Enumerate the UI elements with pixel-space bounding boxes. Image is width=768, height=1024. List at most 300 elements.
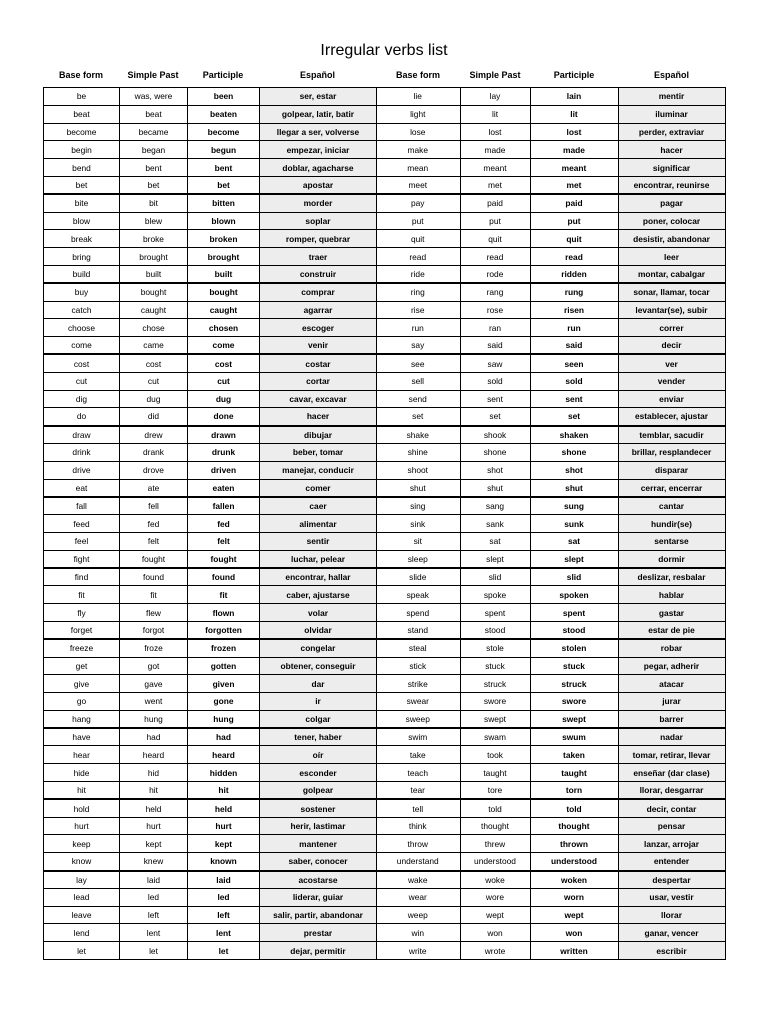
cell-simple-past: wrote	[460, 942, 530, 960]
verb-row	[44, 710, 377, 728]
cell-simple-past: sent	[460, 390, 530, 408]
cell-simple-past: drank	[120, 443, 188, 461]
cell-spanish: tener, haber	[260, 728, 377, 746]
cell-participle: become	[188, 123, 260, 141]
verb-row	[44, 337, 377, 355]
cell-base-form: break	[44, 230, 120, 248]
cell-spanish: poner, colocar	[618, 212, 725, 230]
verb-row	[44, 693, 377, 711]
cell-base-form: throw	[376, 835, 460, 853]
cell-simple-past: found	[120, 568, 188, 586]
verb-row	[376, 354, 725, 372]
cell-base-form: say	[376, 337, 460, 355]
verb-row	[44, 675, 377, 693]
cell-participle: put	[530, 212, 618, 230]
verb-row	[44, 248, 377, 266]
cell-simple-past: fought	[120, 550, 188, 568]
cell-base-form: teach	[376, 764, 460, 782]
verb-row	[376, 497, 725, 515]
cell-participle: brought	[188, 248, 260, 266]
cell-simple-past: lay	[460, 88, 530, 106]
cell-spanish: colgar	[260, 710, 377, 728]
cell-participle: struck	[530, 675, 618, 693]
verb-row	[44, 532, 377, 550]
cell-base-form: drive	[44, 461, 120, 479]
cell-participle: sat	[530, 532, 618, 550]
cell-participle: drunk	[188, 443, 260, 461]
cell-simple-past: had	[120, 728, 188, 746]
cell-participle: fit	[188, 586, 260, 604]
cell-participle: begun	[188, 141, 260, 159]
cell-participle: stood	[530, 621, 618, 639]
verb-row	[44, 283, 377, 301]
verb-row	[44, 942, 377, 960]
cell-spanish: golpear, latir, batir	[260, 105, 377, 123]
cell-participle: chosen	[188, 319, 260, 337]
cell-participle: quit	[530, 230, 618, 248]
cell-simple-past: sang	[460, 497, 530, 515]
cell-participle: risen	[530, 301, 618, 319]
verb-row	[376, 176, 725, 194]
verb-row	[44, 586, 377, 604]
cell-base-form: fit	[44, 586, 120, 604]
cell-participle: hidden	[188, 764, 260, 782]
cell-participle: held	[188, 799, 260, 817]
cell-simple-past: rang	[460, 283, 530, 301]
cell-simple-past: meant	[460, 159, 530, 177]
cell-participle: meant	[530, 159, 618, 177]
cell-base-form: strike	[376, 675, 460, 693]
verb-row	[376, 924, 725, 942]
cell-spanish: leer	[618, 248, 725, 266]
verb-row	[376, 728, 725, 746]
cell-simple-past: taught	[460, 764, 530, 782]
cell-simple-past: understood	[460, 853, 530, 871]
verb-row	[44, 426, 377, 444]
cell-base-form: tear	[376, 782, 460, 800]
cell-spanish: gastar	[618, 604, 725, 622]
cell-base-form: bring	[44, 248, 120, 266]
cell-spanish: atacar	[618, 675, 725, 693]
cell-base-form: build	[44, 265, 120, 283]
cell-participle: sunk	[530, 515, 618, 533]
cell-spanish: comprar	[260, 283, 377, 301]
cell-base-form: win	[376, 924, 460, 942]
cell-base-form: swear	[376, 693, 460, 711]
cell-base-form: do	[44, 408, 120, 426]
cell-simple-past: spent	[460, 604, 530, 622]
cell-base-form: lose	[376, 123, 460, 141]
cell-participle: lain	[530, 88, 618, 106]
cell-base-form: bend	[44, 159, 120, 177]
verb-row	[44, 568, 377, 586]
cell-participle: taken	[530, 746, 618, 764]
cell-participle: taught	[530, 764, 618, 782]
cell-simple-past: cost	[120, 354, 188, 372]
cell-base-form: drink	[44, 443, 120, 461]
cell-spanish: iluminar	[618, 105, 725, 123]
cell-simple-past: became	[120, 123, 188, 141]
cell-participle: cost	[188, 354, 260, 372]
cell-simple-past: went	[120, 693, 188, 711]
verb-row	[44, 461, 377, 479]
cell-base-form: shut	[376, 479, 460, 497]
verb-row	[44, 639, 377, 657]
cell-spanish: salir, partir, abandonar	[260, 906, 377, 924]
cell-simple-past: chose	[120, 319, 188, 337]
cell-spanish: apostar	[260, 176, 377, 194]
verb-row	[44, 871, 377, 889]
cell-participle: woken	[530, 871, 618, 889]
cell-base-form: beat	[44, 105, 120, 123]
cell-base-form: sing	[376, 497, 460, 515]
cell-base-form: read	[376, 248, 460, 266]
cell-base-form: begin	[44, 141, 120, 159]
verbs-table-left	[43, 87, 377, 960]
cell-base-form: blow	[44, 212, 120, 230]
cell-spanish: congelar	[260, 639, 377, 657]
verbs-table-right	[376, 87, 726, 960]
cell-participle: known	[188, 853, 260, 871]
verb-row	[376, 265, 725, 283]
cell-simple-past: spoke	[460, 586, 530, 604]
cell-simple-past: came	[120, 337, 188, 355]
cell-base-form: make	[376, 141, 460, 159]
verb-row	[376, 906, 725, 924]
cell-spanish: despertar	[618, 871, 725, 889]
cell-simple-past: threw	[460, 835, 530, 853]
page-title: Irregular verbs list	[320, 42, 448, 59]
verb-row	[376, 586, 725, 604]
cell-spanish: manejar, conducir	[260, 461, 377, 479]
verb-row	[376, 212, 725, 230]
cell-base-form: have	[44, 728, 120, 746]
cell-simple-past: brought	[120, 248, 188, 266]
cell-spanish: encontrar, reunirse	[618, 176, 725, 194]
header-simple-past-right: Simple Past	[469, 70, 521, 80]
cell-base-form: think	[376, 817, 460, 835]
cell-simple-past: stole	[460, 639, 530, 657]
cell-simple-past: met	[460, 176, 530, 194]
cell-base-form: lend	[44, 924, 120, 942]
cell-participle: given	[188, 675, 260, 693]
cell-base-form: light	[376, 105, 460, 123]
cell-spanish: luchar, pelear	[260, 550, 377, 568]
cell-simple-past: drew	[120, 426, 188, 444]
verb-row	[376, 372, 725, 390]
cell-spanish: oír	[260, 746, 377, 764]
cell-spanish: entender	[618, 853, 725, 871]
cell-participle: said	[530, 337, 618, 355]
verb-row	[376, 639, 725, 657]
verb-row	[376, 799, 725, 817]
cell-base-form: give	[44, 675, 120, 693]
cell-simple-past: began	[120, 141, 188, 159]
cell-simple-past: shot	[460, 461, 530, 479]
cell-base-form: hear	[44, 746, 120, 764]
cell-simple-past: let	[120, 942, 188, 960]
cell-simple-past: fit	[120, 586, 188, 604]
verb-row	[44, 141, 377, 159]
cell-base-form: sweep	[376, 710, 460, 728]
cell-participle: eaten	[188, 479, 260, 497]
cell-simple-past: led	[120, 888, 188, 906]
header-spanish-left: Español	[299, 70, 335, 80]
verb-row	[376, 159, 725, 177]
verb-row	[376, 888, 725, 906]
cell-participle: gotten	[188, 657, 260, 675]
cell-participle: broken	[188, 230, 260, 248]
cell-simple-past: broke	[120, 230, 188, 248]
cell-base-form: catch	[44, 301, 120, 319]
cell-participle: worn	[530, 888, 618, 906]
header-base-form-right: Base form	[395, 70, 440, 80]
cell-simple-past: held	[120, 799, 188, 817]
cell-base-form: let	[44, 942, 120, 960]
cell-participle: had	[188, 728, 260, 746]
cell-base-form: hurt	[44, 817, 120, 835]
cell-participle: sent	[530, 390, 618, 408]
verb-row	[376, 194, 725, 212]
cell-spanish: doblar, agacharse	[260, 159, 377, 177]
cell-spanish: saber, conocer	[260, 853, 377, 871]
cell-spanish: soplar	[260, 212, 377, 230]
cell-simple-past: got	[120, 657, 188, 675]
cell-simple-past: lit	[460, 105, 530, 123]
verb-row	[44, 372, 377, 390]
cell-spanish: decir	[618, 337, 725, 355]
cell-participle: torn	[530, 782, 618, 800]
cell-participle: shot	[530, 461, 618, 479]
cell-simple-past: hid	[120, 764, 188, 782]
cell-base-form: fight	[44, 550, 120, 568]
verb-row	[44, 176, 377, 194]
cell-simple-past: beat	[120, 105, 188, 123]
cell-spanish: venir	[260, 337, 377, 355]
cell-participle: hurt	[188, 817, 260, 835]
cell-spanish: cavar, excavar	[260, 390, 377, 408]
cell-participle: been	[188, 88, 260, 106]
cell-spanish: volar	[260, 604, 377, 622]
cell-participle: swore	[530, 693, 618, 711]
cell-base-form: pay	[376, 194, 460, 212]
cell-spanish: nadar	[618, 728, 725, 746]
cell-base-form: be	[44, 88, 120, 106]
cell-participle: fought	[188, 550, 260, 568]
verb-row	[44, 194, 377, 212]
verb-row	[376, 319, 725, 337]
verb-row	[376, 461, 725, 479]
cell-spanish: caber, ajustarse	[260, 586, 377, 604]
verb-row	[376, 657, 725, 675]
cell-base-form: hang	[44, 710, 120, 728]
verb-row	[44, 604, 377, 622]
cell-base-form: cut	[44, 372, 120, 390]
cell-base-form: slide	[376, 568, 460, 586]
cell-simple-past: shone	[460, 443, 530, 461]
cell-base-form: send	[376, 390, 460, 408]
cell-participle: wept	[530, 906, 618, 924]
cell-simple-past: read	[460, 248, 530, 266]
cell-base-form: weep	[376, 906, 460, 924]
cell-spanish: hacer	[618, 141, 725, 159]
cell-simple-past: left	[120, 906, 188, 924]
cell-participle: heard	[188, 746, 260, 764]
cell-simple-past: lent	[120, 924, 188, 942]
cell-base-form: sell	[376, 372, 460, 390]
cell-simple-past: ate	[120, 479, 188, 497]
verb-row	[44, 728, 377, 746]
cell-simple-past: struck	[460, 675, 530, 693]
cell-simple-past: woke	[460, 871, 530, 889]
verb-row	[44, 123, 377, 141]
cell-participle: stuck	[530, 657, 618, 675]
cell-base-form: get	[44, 657, 120, 675]
verb-row	[376, 515, 725, 533]
cell-spanish: construir	[260, 265, 377, 283]
cell-simple-past: swore	[460, 693, 530, 711]
cell-participle: flown	[188, 604, 260, 622]
cell-base-form: bite	[44, 194, 120, 212]
cell-base-form: draw	[44, 426, 120, 444]
cell-base-form: keep	[44, 835, 120, 853]
cell-participle: thrown	[530, 835, 618, 853]
cell-simple-past: swam	[460, 728, 530, 746]
cell-simple-past: built	[120, 265, 188, 283]
cell-spanish: tomar, retirar, llevar	[618, 746, 725, 764]
cell-participle: done	[188, 408, 260, 426]
verb-row	[44, 479, 377, 497]
cell-simple-past: slept	[460, 550, 530, 568]
verb-row	[44, 764, 377, 782]
cell-simple-past: lost	[460, 123, 530, 141]
cell-participle: lent	[188, 924, 260, 942]
cell-participle: told	[530, 799, 618, 817]
cell-base-form: go	[44, 693, 120, 711]
verb-row	[44, 354, 377, 372]
verb-row	[376, 746, 725, 764]
cell-base-form: bet	[44, 176, 120, 194]
verb-row	[376, 230, 725, 248]
verb-row	[376, 443, 725, 461]
cell-base-form: understand	[376, 853, 460, 871]
verb-row	[376, 835, 725, 853]
verb-row	[44, 301, 377, 319]
cell-base-form: come	[44, 337, 120, 355]
cell-spanish: pegar, adherir	[618, 657, 725, 675]
cell-base-form: speak	[376, 586, 460, 604]
verb-row	[376, 390, 725, 408]
cell-base-form: stick	[376, 657, 460, 675]
cell-base-form: buy	[44, 283, 120, 301]
verb-row	[44, 319, 377, 337]
verb-row	[44, 88, 377, 106]
cell-participle: drawn	[188, 426, 260, 444]
cell-participle: felt	[188, 532, 260, 550]
cell-simple-past: sat	[460, 532, 530, 550]
cell-spanish: acostarse	[260, 871, 377, 889]
cell-participle: swum	[530, 728, 618, 746]
cell-spanish: romper, quebrar	[260, 230, 377, 248]
verb-row	[376, 710, 725, 728]
cell-spanish: estar de pie	[618, 621, 725, 639]
cell-base-form: ride	[376, 265, 460, 283]
cell-spanish: ir	[260, 693, 377, 711]
cell-spanish: enseñar (dar clase)	[618, 764, 725, 782]
cell-simple-past: ran	[460, 319, 530, 337]
cell-simple-past: bent	[120, 159, 188, 177]
cell-simple-past: caught	[120, 301, 188, 319]
cell-spanish: empezar, iniciar	[260, 141, 377, 159]
cell-simple-past: set	[460, 408, 530, 426]
verb-row	[44, 817, 377, 835]
cell-base-form: set	[376, 408, 460, 426]
cell-spanish: usar, vestir	[618, 888, 725, 906]
cell-base-form: shake	[376, 426, 460, 444]
cell-participle: made	[530, 141, 618, 159]
cell-spanish: agarrar	[260, 301, 377, 319]
cell-simple-past: heard	[120, 746, 188, 764]
cell-simple-past: knew	[120, 853, 188, 871]
verb-row	[376, 141, 725, 159]
cell-simple-past: bet	[120, 176, 188, 194]
cell-base-form: hold	[44, 799, 120, 817]
cell-simple-past: dug	[120, 390, 188, 408]
cell-base-form: find	[44, 568, 120, 586]
cell-simple-past: saw	[460, 354, 530, 372]
cell-simple-past: gave	[120, 675, 188, 693]
verb-row	[376, 88, 725, 106]
verb-row	[376, 248, 725, 266]
cell-spanish: ganar, vencer	[618, 924, 725, 942]
cell-base-form: leave	[44, 906, 120, 924]
cell-spanish: encontrar, hallar	[260, 568, 377, 586]
cell-participle: run	[530, 319, 618, 337]
cell-participle: cut	[188, 372, 260, 390]
cell-spanish: temblar, sacudir	[618, 426, 725, 444]
cell-simple-past: felt	[120, 532, 188, 550]
cell-base-form: become	[44, 123, 120, 141]
verb-row	[44, 497, 377, 515]
cell-spanish: caer	[260, 497, 377, 515]
cell-participle: built	[188, 265, 260, 283]
verb-row	[376, 621, 725, 639]
cell-participle: forgotten	[188, 621, 260, 639]
cell-base-form: take	[376, 746, 460, 764]
cell-simple-past: shut	[460, 479, 530, 497]
cell-spanish: ser, estar	[260, 88, 377, 106]
cell-participle: fallen	[188, 497, 260, 515]
cell-base-form: sink	[376, 515, 460, 533]
cell-simple-past: flew	[120, 604, 188, 622]
cell-participle: set	[530, 408, 618, 426]
cell-base-form: forget	[44, 621, 120, 639]
cell-participle: stolen	[530, 639, 618, 657]
cell-spanish: dormir	[618, 550, 725, 568]
verb-row	[44, 621, 377, 639]
cell-spanish: decir, contar	[618, 799, 725, 817]
cell-participle: paid	[530, 194, 618, 212]
cell-simple-past: did	[120, 408, 188, 426]
cell-simple-past: sank	[460, 515, 530, 533]
cell-spanish: morder	[260, 194, 377, 212]
cell-spanish: jurar	[618, 693, 725, 711]
cell-simple-past: cut	[120, 372, 188, 390]
cell-simple-past: wore	[460, 888, 530, 906]
cell-base-form: steal	[376, 639, 460, 657]
cell-participle: kept	[188, 835, 260, 853]
cell-simple-past: thought	[460, 817, 530, 835]
